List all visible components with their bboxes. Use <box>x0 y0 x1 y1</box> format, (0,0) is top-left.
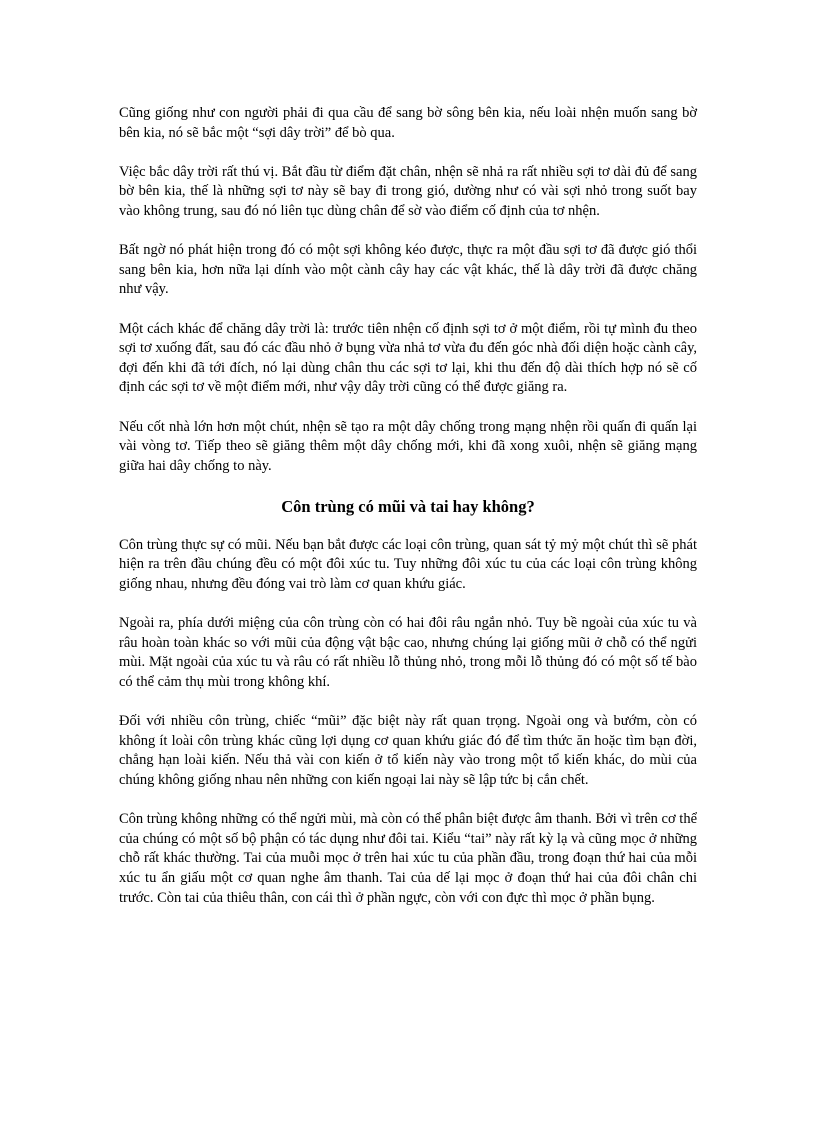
paragraph-spider-silk-anchor: Bất ngờ nó phát hiện trong đó có một sợi không kéo được, thực ra một đầu sợi tơ đã được gió thổi sang bên kia, hơn nữa lại dính vào một cành cây hay các vật khác, thế là dây trời đã được chăng như vậy. <box>119 242 697 298</box>
paragraph-spider-silk-release: Việc bắc dây trời rất thú vị. Bắt đầu từ điểm đặt chân, nhện sẽ nhả ra rất nhiều sợi tơ dài đủ để sang bờ bên kia, thế là những sợi tơ này sẽ bay đi trong gió, dường như có vài sợi nhỏ trong suốt bay vào không trung, sau đó nó liên tục dùng chân để sờ vào điểm cố định của tơ nhện. <box>119 163 697 219</box>
paragraph-insect-palps: Ngoài ra, phía dưới miệng của côn trùng còn có hai đôi râu ngắn nhỏ. Tuy bề ngoài của xúc tu và râu hoàn toàn khác so với mũi của động vật bậc cao, nhưng chúng lại giống mũi ở chỗ có thể ngửi mùi. Mặt ngoài của xúc tu và râu có rất nhiều lỗ thủng nhỏ, trong mỗi lỗ thủng đó có một số tế bào có thể cảm thụ mùi trong không khí. <box>119 615 697 691</box>
paragraph-insect-ears: Côn trùng không những có thể ngửi mùi, mà còn có thể phân biệt được âm thanh. Bởi vì trên cơ thể của chúng có một số bộ phận có tác dụng như đôi tai. Kiểu “tai” này rất kỳ lạ và cũng mọc ở những chỗ rất khác thường. Tai của muỗi mọc ở trên hai xúc tu của phần đầu, trong đoạn thứ hai của mỗi xúc tu ẩn giấu một cơ quan nghe âm thanh. Tai của dế lại mọc ở đoạn thứ hai của đôi chân chi trước. Còn tai của thiêu thân, con cái thì ở phần ngực, còn với con đực thì mọc ở phần bụng. <box>119 811 697 906</box>
paragraph-insect-antennae: Côn trùng thực sự có mũi. Nếu bạn bắt được các loại côn trùng, quan sát tỷ mỷ một chút thì sẽ phát hiện ra trên đầu chúng đều có một đôi xúc tu. Tuy những đôi xúc tu của các loại côn trùng không giống nhau, nhưng đều đóng vai trò làm cơ quan khứu giác. <box>119 536 697 593</box>
paragraph-insect-smell-importance: Đối với nhiều côn trùng, chiếc “mũi” đặc biệt này rất quan trọng. Ngoài ong và bướm, còn có không ít loài côn trùng khác cũng lợi dụng cơ quan khứu giác đó để tìm thức ăn hoặc tìm bạn đời, chẳng hạn loài kiến. Nếu thả vài con kiến ở tổ kiến này vào trong một tổ kiến khác, do mùi của chúng không giống nhau nên những con kiến ngoại lai này sẽ lập tức bị cắn chết. <box>119 713 697 788</box>
paragraph-spider-alternative-method: Một cách khác để chăng dây trời là: trước tiên nhện cố định sợi tơ ở một điểm, rồi tự mình đu theo sợi tơ xuống đất, sau đó các đầu nhỏ ở bụng vừa nhả tơ vừa đu đến góc nhà đối diện hoặc cành cây, đợi đến khi đã tới đích, nó lại dùng chân thu các sợi tơ lại, khi thu đến độ dài thích hợp nó sẽ cố định các sợi tơ về một điểm mới, như vậy dây trời cũng có thể được giăng ra. <box>119 320 697 396</box>
paragraph-spider-bridge-intro: Cũng giống như con người phải đi qua cầu để sang bờ sông bên kia, nếu loài nhện muốn sang bờ bên kia, nó sẽ bắc một “sợi dây trời” để bò qua. <box>119 105 697 141</box>
paragraph-spider-web-support: Nếu cốt nhà lớn hơn một chút, nhện sẽ tạo ra một dây chống trong mạng nhện rồi quấn đi quấn lại vài vòng tơ. Tiếp theo sẽ giăng thêm một dây chống mới, khi đã xong xuôi, nhện sẽ giăng mạng giữa hai dây chống to này. <box>119 418 697 474</box>
section-heading: Côn trùng có mũi và tai hay không? <box>281 496 535 516</box>
document-page <box>119 104 697 928</box>
